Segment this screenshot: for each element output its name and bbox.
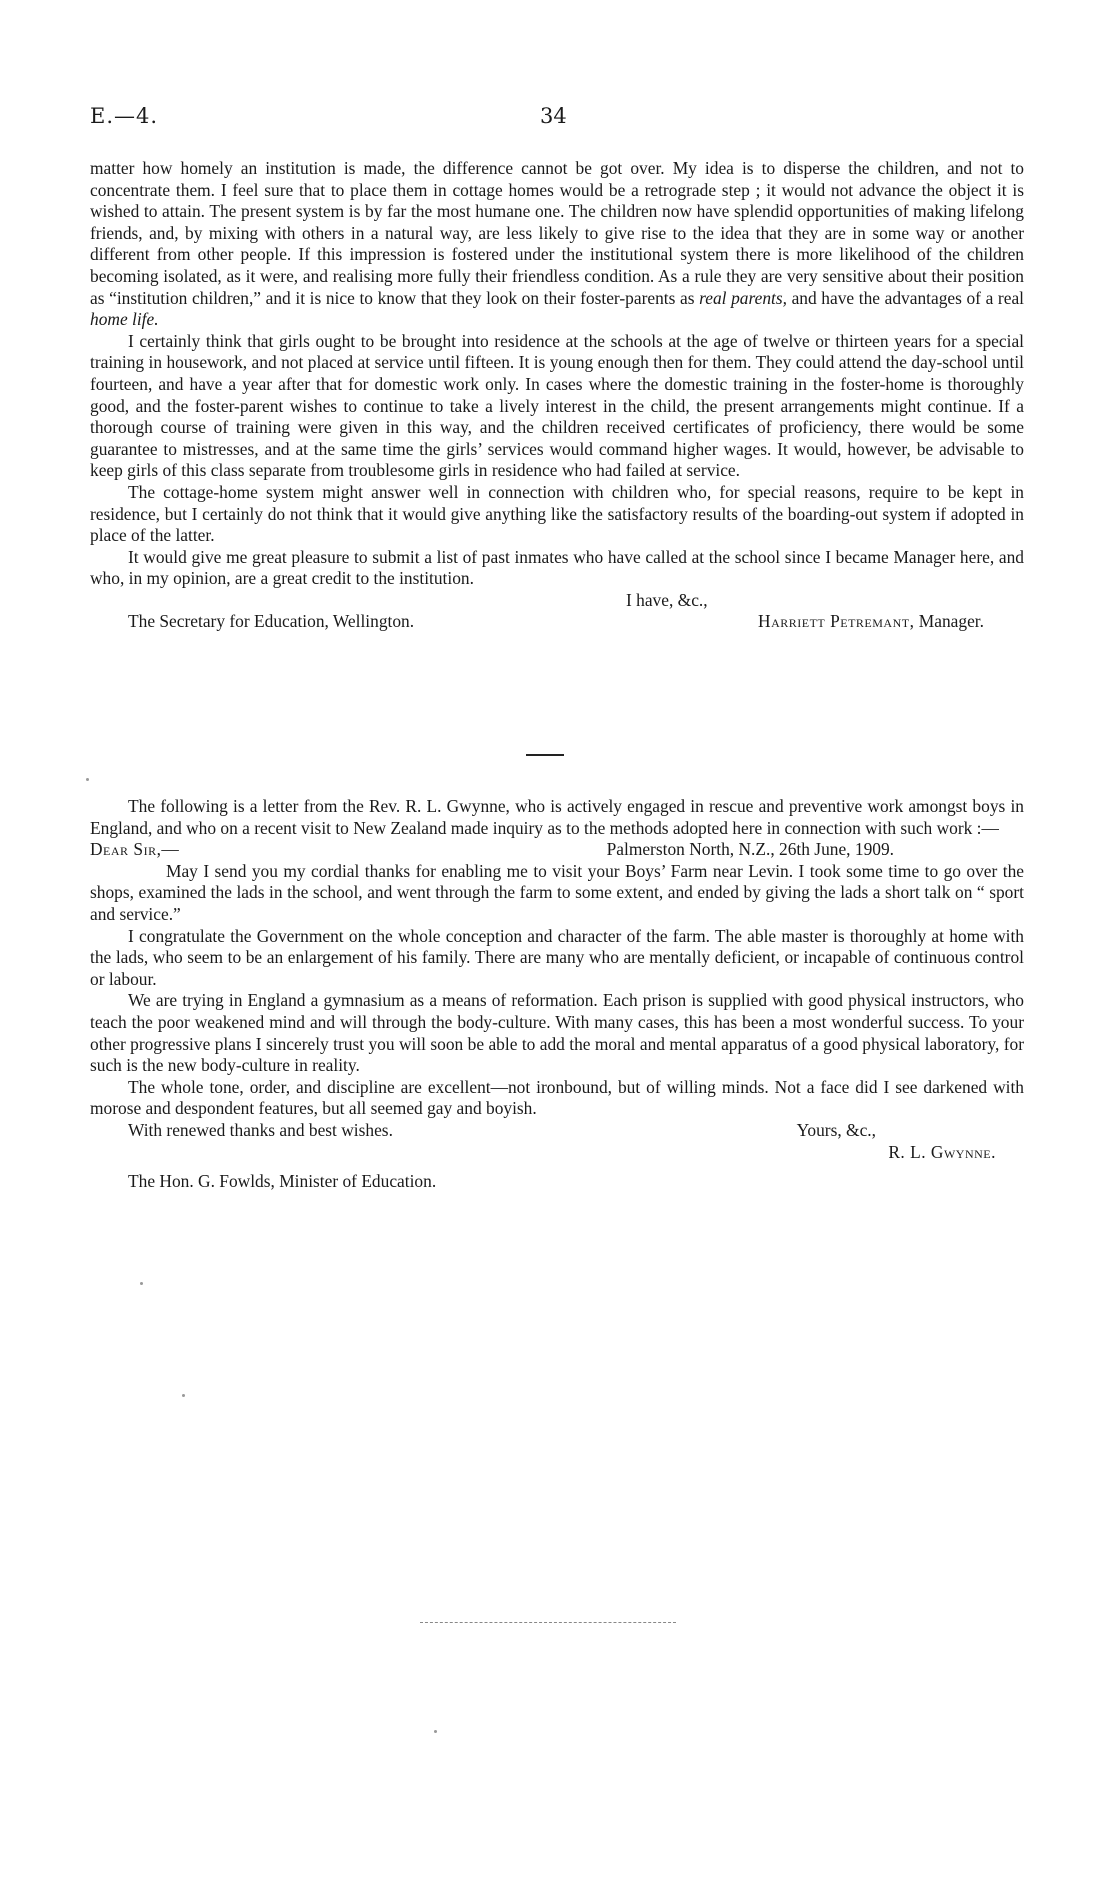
intro-paragraph: The following is a letter from the Rev. R. L. Gwynne, who is actively engaged in rescue and preventive work amongst boys in England, and who on a recent visit to New Zealand made inquiry as to the methods adopted here in connection with such work :— (90, 796, 1024, 838)
emphasis-home-life: home life. (90, 309, 159, 330)
addressee: The Secretary for Education, Wellington. (128, 611, 415, 632)
salutation-line (90, 839, 1024, 861)
document-reference: E.—4. (90, 104, 159, 128)
end-rule (420, 1622, 676, 1623)
gwynne-letter (90, 796, 1024, 1193)
wishes-line (90, 1120, 1024, 1142)
letter-closing: Yours, &c., (796, 1119, 876, 1140)
paragraph-4: It would give me great pleasure to submit a list of past inmates who have called at the school since I became Manager here, and who, in my opinion, are a great credit to the institution. (90, 546, 1024, 589)
letter-paragraph-3: We are trying in England a gymnasium as a means of reformation. Each prison is supplied with good physical instructors, who teach the poor weakened mind and will through the body-culture. With many cases, this has been a most wonderful success. To your other progressive plans I sincerely trust you will soon be able to add the moral and mental apparatus of a good physical laboratory, for such is the new body-culture in reality. (90, 990, 1024, 1076)
section-divider (526, 754, 564, 756)
letter-addressee: The Hon. G. Fowlds, Minister of Education. (128, 1171, 437, 1192)
wishes: With renewed thanks and best wishes. (128, 1119, 393, 1140)
page-number: 34 (540, 104, 567, 128)
letter-paragraph-2: I congratulate the Government on the whole conception and character of the farm. The able master is thoroughly at home with the lads, who seem to be an enlargement of his family. There are many who are mentally deficient, or incapable of continuous control or labour. (90, 925, 1024, 989)
manager-letter-body (90, 158, 1024, 633)
letter-paragraph-1: May I send you my cordial thanks for enabling me to visit your Boys’ Farm near Levin. I took some time to go over the shops, examined the lads in the school, and went through the farm to some extent, and ended by giving the lads a short talk on “ sport and service.” (90, 860, 1024, 924)
closing: I have, &c., (626, 589, 708, 610)
scan-speck (182, 1394, 185, 1397)
paragraph-1: matter how homely an institution is made, the difference cannot be got over. My idea is to disperse the children, and not to concentrate them. I feel sure that to place them in cottage homes would be a retrograde step ; it would not advance the object it is wished to attain. The present system is by far the most humane one. The children now have splendid opportunities of making lifelong friends, and, by mixing with others in a natural way, are less likely to give rise to the idea that they are in some way or another different from other people. If this impression is fostered under the institutional system there is more likelihood of the children becoming isolated, as it were, and realising more fully their friendless condition. As a rule they are very sensitive about their position as “institution children,” and it is nice to know that they look on their foster-parents as real parents, and have the advantages of a real home life. (90, 158, 1024, 330)
scan-speck (140, 1282, 143, 1285)
salutation: Dear Sir,— (90, 839, 180, 860)
place-date: Palmerston North, N.Z., 26th June, 1909. (606, 839, 894, 860)
letter-paragraph-4: The whole tone, order, and discipline are excellent—not ironbound, but of willing minds. Not a face did I see darkened with morose and despondent features, but all seemed gay and boyish. (90, 1076, 1024, 1119)
scan-speck (434, 1730, 437, 1733)
scan-speck (86, 778, 89, 781)
signature: Harriett Petremant, Manager. (758, 611, 984, 632)
paragraph-3: The cottage-home system might answer well in connection with children who, for special reasons, require to be kept in residence, but I certainly do not think that it would give anything like the satisfactory results of the boarding-out system if adopted in place of the latter. (90, 481, 1024, 546)
paragraph-2: I certainly think that girls ought to be brought into residence at the schools at the age of twelve or thirteen years for a special training in housework, and not placed at service until fifteen. It is young enough then for them. They could attend the day-school until fourteen, and have a year after that for domestic work only. In cases where the domestic training in the foster-home is thoroughly good, and the foster-parent wishes to continue to take a lively interest in the child, the present arrangements might continue. If a thorough course of training were given in this way, and the children received certificates of proficiency, there would be some guarantee to mistresses, and at the same time the girls’ services would command higher wages. It would, however, be advisable to keep girls of this class separate from troublesome girls in residence who had failed at service. (90, 330, 1024, 481)
signature-line (90, 611, 1024, 633)
emphasis-real-parents: real parents, (699, 287, 787, 308)
letter-signature: R. L. Gwynne. (888, 1141, 996, 1162)
